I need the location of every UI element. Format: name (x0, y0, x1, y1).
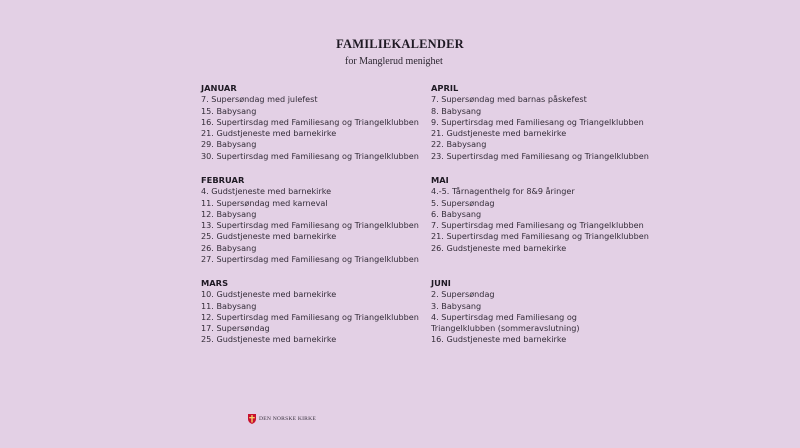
den-norske-kirke-logo (248, 414, 316, 424)
page-subtitle: for Manglerud menighet (345, 56, 443, 67)
logo-text: DEN NORSKE KIRKE (259, 416, 316, 422)
event-item: 17. Supersøndag (201, 323, 270, 334)
event-item: 25. Gudstjeneste med barnekirke (201, 231, 337, 242)
event-list (431, 289, 616, 345)
month-heading: MARS (201, 278, 229, 288)
event-item: 7. Supersøndag med barnas påskefest (431, 94, 587, 105)
event-item: 9. Supertirsdag med Familiesang og Triangelklubben (431, 116, 644, 127)
event-item: 21. Supertirsdag med Familiesang og Triangelklubben (431, 231, 649, 242)
event-item: 7. Supertirsdag med Familiesang og Triangelklubben (431, 220, 644, 231)
event-list (201, 289, 419, 345)
month-heading: FEBRUAR (201, 175, 245, 185)
month-januar (201, 83, 419, 162)
event-item: 13. Supertirsdag med Familiesang og Triangelklubben (201, 220, 419, 231)
event-item: 26. Babysang (201, 242, 257, 253)
event-item: 29. Babysang (201, 139, 257, 150)
event-list (431, 186, 649, 254)
event-item: 30. Supertirsdag med Familiesang og Triangelklubben (201, 150, 419, 161)
church-shield-cross-icon (248, 414, 256, 424)
month-heading: MAI (431, 175, 449, 185)
event-item: 3. Babysang (431, 300, 482, 311)
event-item: 2. Supersøndag (431, 289, 495, 300)
event-item: 4. Supertirsdag med Familiesang og Triangelklubben (sommeravslutning) (431, 311, 580, 334)
page-title: FAMILIEKALENDER (336, 37, 464, 51)
event-item: 12. Supertirsdag med Familiesang og Triangelklubben (201, 311, 419, 322)
event-item: 4. Gudstjeneste med barnekirke (201, 186, 332, 197)
event-item: 12. Babysang (201, 208, 257, 219)
event-item: 11. Babysang (201, 300, 257, 311)
event-item: 10. Gudstjeneste med barnekirke (201, 289, 337, 300)
event-item: 21. Gudstjeneste med barnekirke (431, 128, 567, 139)
event-item: 8. Babysang (431, 105, 482, 116)
event-item: 16. Supertirsdag med Familiesang og Triangelklubben (201, 116, 419, 127)
event-item: 21. Gudstjeneste med barnekirke (201, 128, 337, 139)
month-april (431, 83, 649, 162)
event-item: 4.-5. Tårnagenthelg for 8&9 åringer (431, 186, 575, 197)
event-list (201, 186, 419, 265)
month-juni (431, 278, 616, 346)
month-mars (201, 278, 419, 346)
event-list (201, 94, 419, 162)
month-heading: JUNI (431, 278, 451, 288)
month-mai (431, 175, 649, 254)
event-item: 5. Supersøndag (431, 197, 495, 208)
event-item: 11. Supersøndag med karneval (201, 197, 328, 208)
event-item: 6. Babysang (431, 208, 482, 219)
event-list (431, 94, 649, 162)
event-item: 15. Babysang (201, 105, 257, 116)
event-item: 7. Supersøndag med julefest (201, 94, 318, 105)
event-item: 23. Supertirsdag med Familiesang og Triangelklubben (431, 150, 649, 161)
month-heading: APRIL (431, 83, 459, 93)
event-item: 27. Supertirsdag med Familiesang og Triangelklubben (201, 254, 419, 265)
month-februar (201, 175, 419, 265)
event-item: 22. Babysang (431, 139, 487, 150)
event-item: 26. Gudstjeneste med barnekirke (431, 242, 567, 253)
event-item: 25. Gudstjeneste med barnekirke (201, 334, 337, 345)
event-item: 16. Gudstjeneste med barnekirke (431, 334, 567, 345)
month-heading: JANUAR (201, 83, 237, 93)
